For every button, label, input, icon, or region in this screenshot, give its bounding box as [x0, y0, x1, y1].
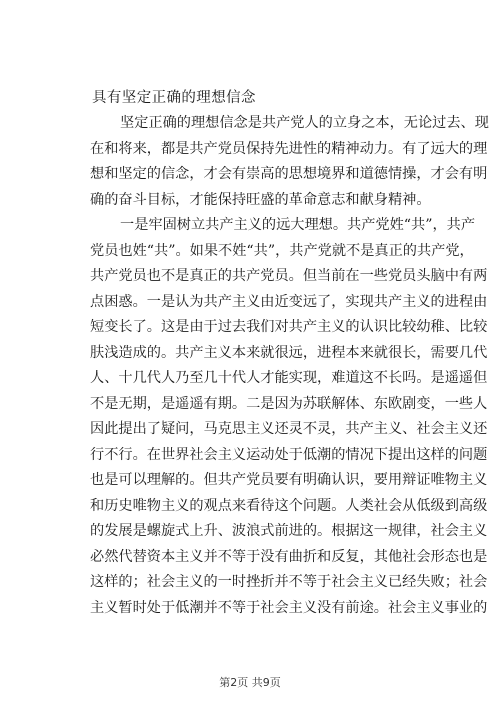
paragraph-2	[90, 213, 488, 621]
text-line: 点困惑。一是认为共产主义由近变远了，实现共产主义的进程由	[90, 293, 488, 310]
text-line: 也是可以理解的。但共产党员要有明确认识，要用辩证唯物主义	[90, 472, 488, 488]
text-line: 想和坚定的信念，才会有崇高的思想境界和道德情操，才会有明	[90, 166, 488, 182]
text-line: 肤浅造成的。共产主义本来就很远，进程本来就很长，需要几代	[90, 344, 488, 361]
text-line: 在和将来，都是共产党员保持先进性的精神动力。有了远大的理	[90, 140, 488, 157]
text-line: 的发展是螺旋式上升、波浪式前进的。根据这一规律，社会主义	[90, 523, 488, 539]
document-body	[90, 86, 489, 621]
page-number-footer: 第2页 共9页	[219, 676, 281, 689]
text-line: 确的奋斗目标，才能保持旺盛的革命意志和献身精神。	[90, 191, 431, 208]
text-line: 共产党员也不是真正的共产党员。但当前在一些党员头脑中有两	[90, 268, 488, 284]
text-line: 主义暂时处于低潮并不等于社会主义没有前途。社会主义事业的	[90, 599, 488, 616]
text-line: 人、十几代人乃至几十代人才能实现，难道这不长吗。是遥遥但	[90, 370, 488, 386]
text-line: 这样的；社会主义的一时挫折并不等于社会主义已经失败；社会	[90, 574, 488, 590]
text-line: 和历史唯物主义的观点来看待这个问题。人类社会从低级到高级	[90, 497, 488, 514]
paragraph-1	[90, 111, 489, 213]
text-line: 必然代替资本主义并不等于没有曲折和反复，其他社会形态也是	[90, 548, 488, 565]
text-line: 因此提出了疑问，马克思主义还灵不灵，共产主义、社会主义还	[90, 421, 488, 437]
text-line: 党员也姓“共”。如果不姓“共”，共产党就不是真正的共产党，	[90, 242, 474, 259]
text-line: 坚定正确的理想信念是共产党人的立身之本，无论过去、现	[120, 115, 489, 131]
text-line: 不是无期，是遥遥有期。二是因为苏联解体、东欧剧变，一些人	[90, 395, 488, 412]
text-line: 一是牢固树立共产主义的远大理想。共产党姓“共”，共产	[120, 217, 476, 233]
section-heading: 具有坚定正确的理想信念	[92, 90, 256, 106]
text-line: 行不行。在世界社会主义运动处于低潮的情况下提出这样的问题	[90, 446, 488, 463]
text-line: 短变长了。这是由于过去我们对共产主义的认识比较幼稚、比较	[90, 319, 488, 335]
